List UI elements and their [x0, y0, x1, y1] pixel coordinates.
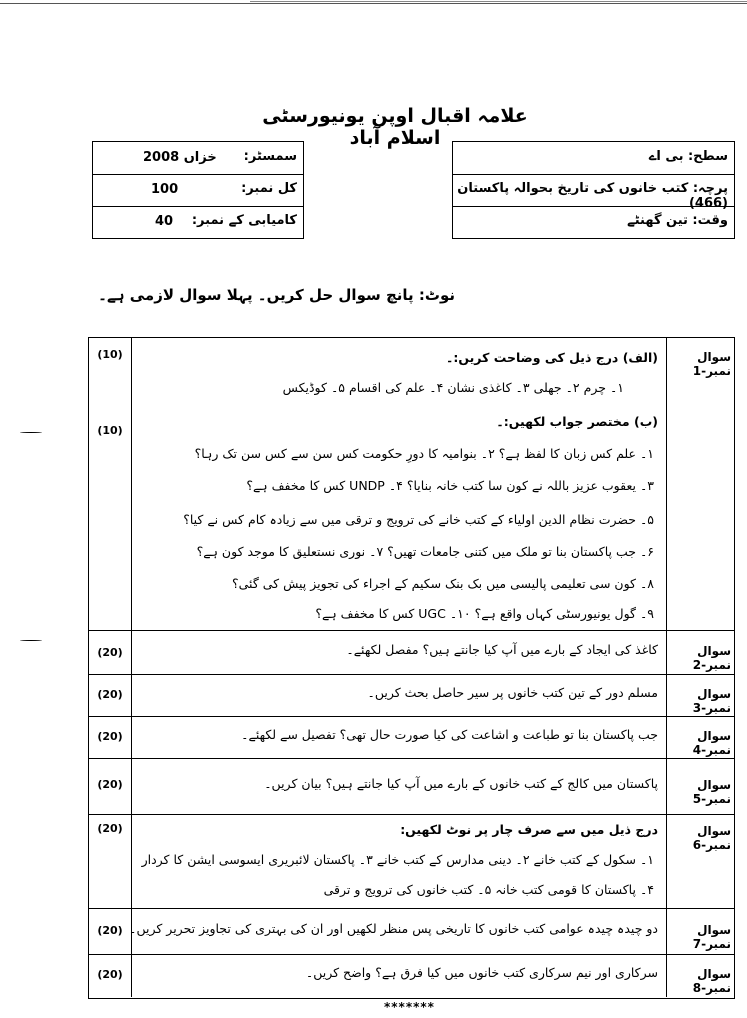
- marks-q3: (20): [97, 688, 123, 701]
- question-number-5: سوال نمبر-5: [666, 758, 734, 814]
- marks-q1a: (10): [97, 348, 123, 361]
- marks-q4: (20): [97, 730, 123, 743]
- marks-q2: (20): [97, 646, 123, 659]
- question-row-4: [89, 716, 734, 759]
- scan-edge-line: [0, 3, 747, 4]
- paper-text: پرچہ: کتب خانوں کی تاریخ بحوالہ پاکستان (466): [457, 181, 728, 211]
- question-number-3: سوال نمبر-3: [666, 674, 734, 716]
- marks-column: [89, 954, 132, 997]
- semester-row: [93, 142, 303, 175]
- question-row-5: [89, 758, 734, 815]
- question-row-8: [89, 954, 734, 997]
- time-text: وقت: تین گھنٹے: [627, 213, 728, 228]
- question-number-2: سوال نمبر-2: [666, 630, 734, 674]
- q6-line-2: ۴۔ پاکستان کا قومی کتب خانہ ۵۔ کتب خانوں کی ترویج و ترقی: [323, 882, 654, 897]
- question-row-2: [89, 630, 734, 675]
- marks-column: [89, 716, 132, 758]
- question-number-6: سوال نمبر-6: [666, 814, 734, 908]
- q1b-line-2: ۳۔ یعقوب عزیز باللہ نے کون سا کتب خانہ بنایا؟ ۴۔ UNDP کس کا مخفف ہے؟: [246, 478, 654, 493]
- q1b-heading: (ب) مختصر جواب لکھیں:۔: [496, 414, 658, 429]
- q1b-line-3: ۵۔ حضرت نظام الدین اولیاء کے کتب خانے کی ترویج و ترقی میں سے زیادہ کام کس نے کیا؟: [183, 512, 654, 527]
- level-text: سطح: بی اے: [648, 149, 728, 164]
- pass-marks-value: 40: [155, 214, 174, 229]
- pass-marks-label: کامیابی کے نمبر:: [191, 213, 297, 228]
- marks-q5: (20): [97, 778, 123, 791]
- question-number-7: سوال نمبر-7: [666, 908, 734, 954]
- marks-column: [89, 338, 132, 630]
- questions-table: [88, 337, 735, 999]
- total-marks-row: [93, 174, 303, 207]
- time-row: [453, 206, 734, 238]
- q1a-line: ۱۔ چرم ۲۔ جھلی ۳۔ کاغذی نشان ۴۔ علم کی اقسام ۵۔ کوڈیکس: [282, 380, 624, 395]
- question-number-1: سوال نمبر-1: [666, 338, 734, 630]
- q6-heading: درج ذیل میں سے صرف چار پر نوٹ لکھیں:: [400, 822, 658, 837]
- question-row-7: [89, 908, 734, 955]
- marks-column: [89, 630, 132, 674]
- instructions-note: نوٹ: پانچ سوال حل کریں۔ پہلا سوال لازمی ہے۔: [98, 286, 455, 304]
- q7-text: دو چیدہ چیدہ عوامی کتب خانوں کا تاریخی پس منظر لکھیں اور ان کی بہتری کی تجاویز تحریر کریں۔: [129, 921, 658, 936]
- paper-row: [453, 174, 734, 211]
- level-row: [453, 142, 734, 175]
- total-marks-label: کل نمبر:: [241, 181, 297, 196]
- q3-text: مسلم دور کے تین کتب خانوں پر سیر حاصل بحث کریں۔: [367, 685, 658, 700]
- university-title: علامہ اقبال اوپن یونیورسٹی اسلام آباد: [262, 105, 528, 149]
- question-number-8: سوال نمبر-8: [666, 954, 734, 997]
- q1b-line-4: ۶۔ جب پاکستان بنا تو ملک میں کتنی جامعات تھیں؟ ۷۔ نوری نستعلیق کا موجد کون ہے؟: [196, 544, 654, 559]
- course-details-box: [452, 141, 735, 239]
- exam-details-box: [92, 141, 304, 239]
- question-row-1: [89, 338, 734, 631]
- total-marks-value: 100: [151, 182, 179, 197]
- semester-label: سمسٹر:: [243, 149, 297, 164]
- q2-text: کاغذ کی ایجاد کے بارے میں آپ کیا جانتے ہیں؟ مفصل لکھئے۔: [346, 642, 658, 657]
- marks-q1b: (10): [97, 424, 123, 437]
- marks-column: [89, 814, 132, 908]
- question-row-3: [89, 674, 734, 717]
- q6-line-1: ۱۔ سکول کے کتب خانے ۲۔ دینی مدارس کے کتب خانے ۳۔ پاکستان لائبریری ایسوسی ایشن کا کردار: [141, 852, 654, 867]
- question-row-6: [89, 814, 734, 909]
- marks-column: [89, 758, 132, 814]
- question-number-4: سوال نمبر-4: [666, 716, 734, 758]
- margin-mark-2: [20, 640, 42, 641]
- marks-column: [89, 674, 132, 716]
- q1b-line-6: ۹۔ گول یونیورسٹی کہاں واقع ہے؟ ۱۰۔ UGC کس کا مخفف ہے؟: [315, 606, 654, 621]
- q4-text: جب پاکستان بنا تو طباعت و اشاعت کی کیا صورت حال تھی؟ تفصیل سے لکھئے۔: [241, 727, 658, 742]
- q1a-heading: (الف) درج ذیل کی وضاحت کریں:۔: [446, 350, 658, 365]
- margin-mark-1: [20, 432, 42, 433]
- marks-column: [89, 908, 132, 954]
- marks-q8: (20): [97, 968, 123, 981]
- semester-value: خزاں 2008: [143, 150, 217, 165]
- marks-q7: (20): [97, 924, 123, 937]
- q5-text: پاکستان میں کالج کے کتب خانوں کے بارے میں آپ کیا جانتے ہیں؟ بیان کریں۔: [264, 776, 658, 791]
- scan-edge-line-2: [250, 1, 747, 2]
- q8-text: سرکاری اور نیم سرکاری کتب خانوں میں کیا فرق ہے؟ واضح کریں۔: [305, 965, 658, 980]
- q1b-line-1: ۱۔ علم کس زبان کا لفظ ہے؟ ۲۔ بنوامیہ کا دورِ حکومت کس سن سے کس سن تک رہا؟: [194, 446, 654, 461]
- q1b-line-5: ۸۔ کون سی تعلیمی پالیسی میں بک بنک سکیم کے اجراء کی تجویز پیش کی گئی؟: [232, 576, 654, 591]
- marks-q6: (20): [97, 822, 123, 835]
- end-of-paper-stars: *******: [384, 1000, 435, 1014]
- pass-marks-row: [93, 206, 303, 238]
